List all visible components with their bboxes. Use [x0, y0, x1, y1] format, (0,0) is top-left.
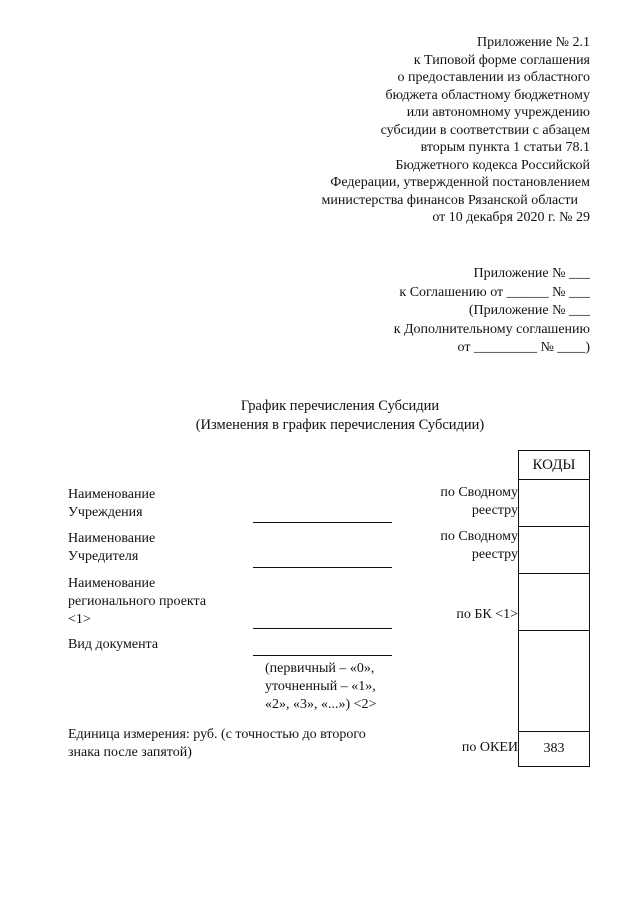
appendix-line: субсидии в соответствии с абзацем: [380, 122, 590, 138]
founder-input-line[interactable]: [253, 567, 392, 568]
document-title: График перечисления Субсидии: [240, 398, 440, 414]
appendix-line: Федерации, утвержденной постановлением: [330, 175, 590, 190]
doc-type-input-line[interactable]: [253, 655, 392, 656]
institution-label: Наименование Учреждения: [68, 487, 156, 520]
doc-type-label: Вид документа: [68, 637, 159, 652]
code-cell-registry-founder: [519, 526, 589, 573]
appendix-line: от 10 декабря 2020 г. № 29: [432, 210, 590, 225]
agreement-line: (Приложение № ___: [468, 303, 590, 318]
code-cell-registry-institution: [519, 479, 589, 526]
project-input-line[interactable]: [253, 628, 392, 629]
appendix-line: или автономному учреждению: [406, 105, 590, 120]
agreement-appendix-block: [394, 265, 590, 358]
codes-table: [518, 450, 590, 767]
project-label: Наименование регионального проекта <1>: [68, 576, 207, 627]
agreement-line: к Соглашению от ______ № ___: [399, 284, 590, 300]
appendix-reference-block: [322, 34, 590, 227]
registry-label-institution: по Сводному реестру: [440, 485, 518, 518]
codes-header: КОДЫ: [532, 456, 576, 473]
appendix-line: бюджета областному бюджетному: [385, 87, 590, 103]
agreement-line: Приложение № ___: [473, 266, 590, 281]
code-cell-okei: 383: [519, 731, 589, 766]
document-subtitle: (Изменения в график перечисления Субсидии): [195, 417, 485, 433]
appendix-line: министерства финансов Рязанской области: [321, 192, 578, 208]
appendix-line: Бюджетного кодекса Российской: [395, 157, 590, 173]
registry-label-founder: по Сводному реестру: [440, 529, 518, 562]
institution-input-line[interactable]: [253, 522, 392, 523]
appendix-line: вторым пункта 1 статьи 78.1: [420, 140, 590, 155]
founder-label: Наименование Учредителя: [68, 531, 156, 564]
appendix-line: Приложение № 2.1: [477, 35, 590, 50]
bk-label: по БК <1>: [456, 607, 518, 622]
code-cell-bk: [519, 573, 589, 630]
okei-label: по ОКЕИ: [461, 740, 518, 755]
unit-label: Единица измерения: руб. (с точностью до второго знака после запятой): [68, 727, 366, 760]
agreement-line: от _________ № ____): [457, 340, 590, 355]
code-cell-doc-type: [519, 630, 589, 731]
appendix-line: к Типовой форме соглашения: [413, 52, 590, 68]
appendix-line: о предоставлении из областного: [397, 70, 590, 85]
doc-type-hint: (первичный – «0», уточненный – «1», «2», «3», «...») <2>: [265, 661, 377, 712]
agreement-line: к Дополнительному соглашению: [393, 321, 590, 337]
